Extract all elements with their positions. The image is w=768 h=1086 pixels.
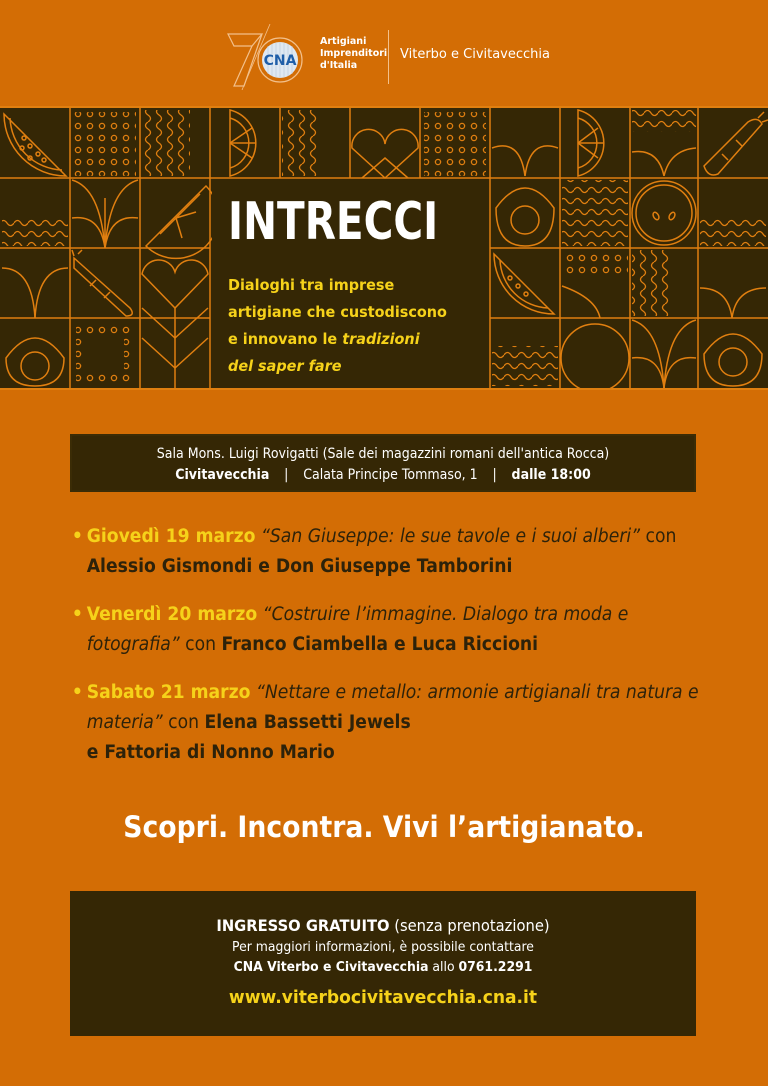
slogan: Scopri. Incontra. Vivi l’artigianato. — [123, 810, 645, 844]
venue-box — [70, 434, 696, 492]
event-topic: “Costruire l’immagine. Dialogo tra moda e fotografia” — [86, 604, 629, 655]
header-divider — [388, 30, 389, 84]
info-box — [70, 891, 696, 1036]
subtitle-line — [228, 353, 479, 380]
tagline-line: d'Italia — [320, 60, 358, 71]
phone-connector: allo — [432, 959, 455, 975]
event-item — [70, 522, 702, 582]
cna-70-logo-icon — [222, 24, 312, 90]
subtitle-line — [228, 326, 479, 353]
event-item — [70, 600, 702, 660]
venue-city: Civitavecchia — [175, 467, 270, 483]
org-name: CNA Viterbo e Civitavecchia — [233, 959, 429, 975]
event-item — [70, 678, 702, 768]
event-date: Giovedì 19 marzo — [86, 526, 256, 547]
event-connector: con — [162, 712, 205, 733]
entry-note: (senza prenotazione) — [394, 916, 550, 935]
event-topic: “San Giuseppe: le sue tavole e i suoi alberi” — [260, 526, 641, 547]
banner-text-panel — [212, 180, 488, 388]
header — [222, 22, 552, 92]
venue-name: Sala Mons. Luigi Rovigatti (Sale dei magazzini romani dell'antica Rocca) — [156, 446, 610, 462]
venue-time: dalle 18:00 — [511, 467, 591, 483]
venue-address: Calata Principe Tommaso, 1 — [303, 467, 478, 483]
separator: | — [492, 467, 497, 483]
event-date: Venerdì 20 marzo — [86, 604, 258, 625]
subtitle-emphasis: del saper fare — [228, 357, 342, 375]
event-title: INTRECCI — [228, 192, 439, 252]
event-date: Sabato 21 marzo — [86, 682, 251, 703]
subtitle-line: Dialoghi tra imprese — [228, 276, 395, 294]
website-link[interactable]: www.viterbocivitavecchia.cna.it — [228, 987, 538, 1008]
tagline-line: Imprenditori — [320, 48, 388, 59]
event-connector: con — [640, 526, 677, 547]
subtitle-text: e innovano le — [228, 330, 343, 348]
separator: | — [284, 467, 289, 483]
subtitle-line: artigiane che custodiscono — [228, 303, 447, 321]
event-speakers: Franco Ciambella e Luca Riccioni — [221, 634, 539, 655]
events-list — [70, 522, 710, 786]
entry-free: INGRESSO GRATUITO — [216, 916, 390, 935]
event-subtitle — [228, 272, 479, 380]
header-city: Viterbo e Civitavecchia — [400, 47, 550, 62]
banner — [0, 106, 768, 390]
event-topic: “Nettare e metallo: armonie artigianali tra natura e materia” — [86, 682, 699, 733]
event-speakers: Alessio Gismondi e Don Giuseppe Tamborini — [86, 556, 513, 577]
tagline-line: Artigiani — [320, 36, 367, 47]
venue-details — [103, 465, 663, 486]
svg-text:CNA: CNA — [263, 53, 297, 69]
entry-info — [95, 915, 671, 937]
logo-tagline — [320, 36, 387, 72]
event-speakers-line2: e Fattoria di Nonno Mario — [86, 742, 335, 763]
subtitle-emphasis: tradizioni — [342, 330, 420, 348]
contact-line: Per maggiori informazioni, è possibile contattare — [232, 939, 534, 955]
contact-org — [95, 957, 671, 977]
event-speakers: Elena Bassetti Jewels — [204, 712, 411, 733]
phone-number[interactable]: 0761.2291 — [458, 959, 533, 975]
event-connector: con — [179, 634, 222, 655]
